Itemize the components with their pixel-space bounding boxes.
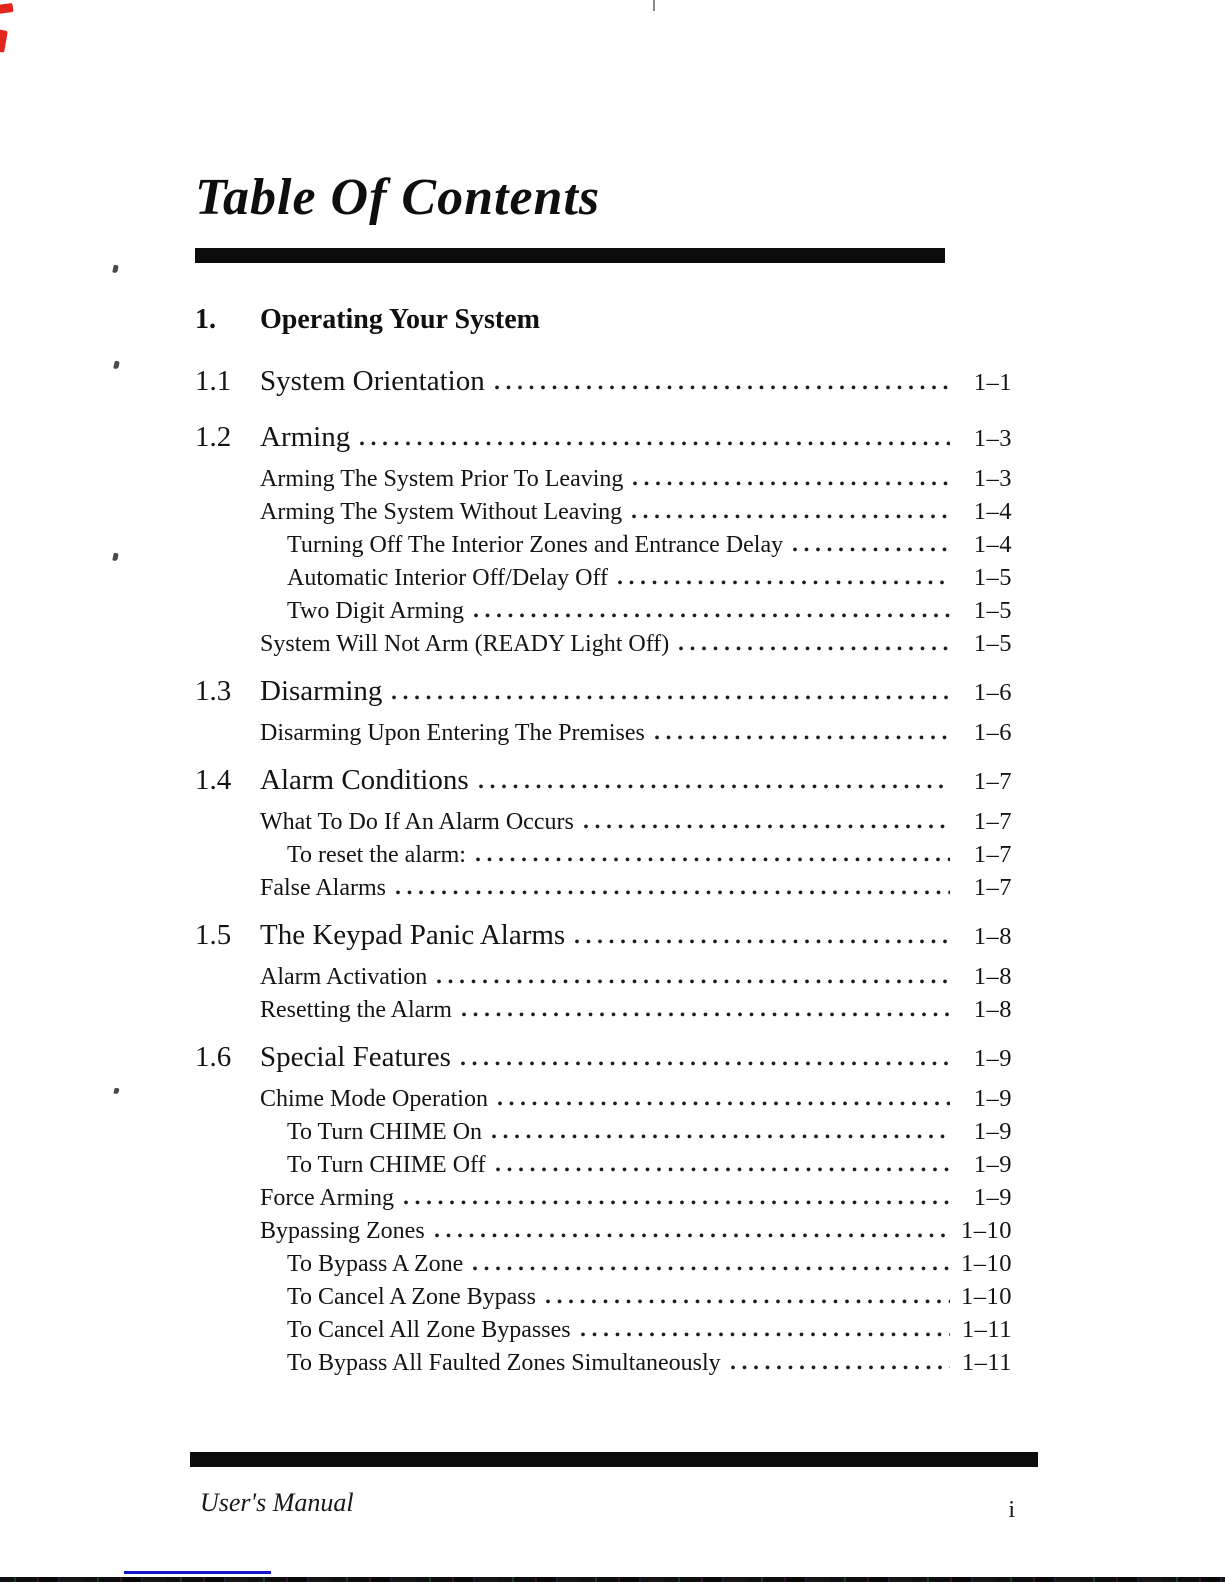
dot-leader — [392, 695, 950, 700]
page-title: Table Of Contents — [195, 169, 601, 226]
toc-entry — [195, 1041, 1012, 1080]
scan-speck — [112, 265, 119, 274]
toc-entry-page: 1–7 — [973, 808, 1012, 835]
dot-leader — [496, 1167, 950, 1172]
toc-entry-page: 1–5 — [973, 630, 1012, 657]
dot-leader — [476, 857, 950, 862]
toc-entry-page: 1–9 — [973, 1085, 1012, 1112]
toc-entry — [195, 1151, 1012, 1184]
toc-entry-label: Disarming — [260, 675, 383, 707]
dot-leader — [360, 441, 950, 446]
toc-entry-page: 1–4 — [973, 531, 1012, 558]
toc-entry-label: Turning Off The Interior Zones and Entrance Delay — [287, 532, 784, 558]
toc-entry — [195, 1184, 1012, 1217]
dot-leader — [632, 514, 950, 519]
toc-entry — [195, 1283, 1012, 1316]
dot-leader — [474, 613, 950, 618]
toc-entry-label: To Turn CHIME On — [287, 1119, 483, 1145]
dot-leader — [793, 547, 950, 552]
chapter-number: 1. — [195, 304, 216, 335]
toc-entry-page: 1–5 — [973, 597, 1012, 624]
toc-entry-page: 1–10 — [961, 1250, 1012, 1277]
toc-entry — [195, 719, 1012, 752]
toc-entry-page: 1–3 — [973, 465, 1012, 492]
toc-entry-page: 1–7 — [973, 841, 1012, 868]
toc-entry-page: 1–1 — [973, 369, 1012, 396]
toc-entry-label: To Cancel A Zone Bypass — [287, 1284, 536, 1310]
title-rule — [195, 248, 945, 263]
dot-leader — [437, 979, 950, 984]
toc-entry-number: 1.3 — [195, 675, 232, 707]
chapter-heading — [195, 303, 1012, 337]
footer-manual-name: User's Manual — [200, 1488, 354, 1517]
toc-entry-number: 1.4 — [195, 764, 232, 796]
toc-entry-label: Alarm Conditions — [260, 764, 469, 796]
dot-leader — [546, 1299, 950, 1304]
toc-entry-label: Disarming Upon Entering The Premises — [260, 720, 645, 746]
toc-entry-label: The Keypad Panic Alarms — [260, 919, 566, 951]
dot-leader — [575, 939, 950, 944]
dot-leader — [461, 1061, 950, 1066]
toc-entry — [195, 498, 1012, 531]
scan-artifact-blue-line — [124, 1571, 271, 1574]
dot-leader — [584, 824, 950, 829]
toc-entry — [195, 1316, 1012, 1349]
toc-entry — [195, 564, 1012, 597]
toc-entry-label: To Cancel All Zone Bypasses — [287, 1317, 571, 1343]
scan-speck — [113, 361, 120, 370]
toc-entry-page: 1–7 — [973, 768, 1012, 795]
dot-leader — [731, 1365, 950, 1370]
toc-entry-page: 1–8 — [973, 996, 1012, 1023]
toc-entry-label: System Will Not Arm (READY Light Off) — [260, 631, 670, 657]
toc-entry-label: To Bypass A Zone — [287, 1251, 464, 1277]
dot-leader — [435, 1233, 950, 1238]
toc-entry-page: 1–10 — [961, 1217, 1012, 1244]
toc-entry-label: Alarm Activation — [260, 964, 428, 990]
toc-entry-label: Bypassing Zones — [260, 1218, 425, 1244]
toc-entry-label: Chime Mode Operation — [260, 1086, 488, 1112]
toc-entry — [195, 365, 1012, 404]
toc-entry-number: 1.5 — [195, 919, 232, 951]
toc-entry-label: To Turn CHIME Off — [287, 1152, 486, 1178]
toc-entry — [195, 1250, 1012, 1283]
toc-entry — [195, 996, 1012, 1029]
footer-rule — [190, 1452, 1038, 1467]
scan-speck — [112, 553, 119, 562]
dot-leader — [462, 1012, 950, 1017]
toc-entry-page: 1–4 — [973, 498, 1012, 525]
toc-entry-label: Arming The System Prior To Leaving — [260, 466, 624, 492]
dot-leader — [633, 481, 950, 486]
toc-entry-page: 1–8 — [973, 923, 1012, 950]
toc-entry-label: To Bypass All Faulted Zones Simultaneously — [287, 1350, 721, 1376]
toc-entry-label: What To Do If An Alarm Occurs — [260, 809, 574, 835]
toc-entry — [195, 465, 1012, 498]
toc-entry — [195, 764, 1012, 803]
toc-entry-label: System Orientation — [260, 365, 485, 397]
toc-entry-number: 1.2 — [195, 421, 232, 453]
toc-entry-page: 1–11 — [961, 1349, 1012, 1376]
toc-entry — [195, 675, 1012, 714]
toc-entry-page: 1–9 — [973, 1118, 1012, 1145]
scan-artifact-red-mark — [0, 3, 14, 14]
toc-entry-label: False Alarms — [260, 875, 386, 901]
toc-entry — [195, 421, 1012, 460]
toc-entry — [195, 841, 1012, 874]
dot-leader — [679, 646, 950, 651]
toc-entry — [195, 531, 1012, 564]
toc-entry — [195, 597, 1012, 630]
toc-entries — [195, 353, 1012, 1382]
toc-entry-label: Force Arming — [260, 1185, 394, 1211]
toc-entry-page: 1–3 — [973, 425, 1012, 452]
toc-entry-page: 1–7 — [973, 874, 1012, 901]
chapter-title: Operating Your System — [260, 304, 540, 335]
toc-entry-label: Resetting the Alarm — [260, 997, 452, 1023]
dot-leader — [396, 890, 950, 895]
toc-entry — [195, 1217, 1012, 1250]
toc-entry-label: Arming — [260, 421, 351, 453]
dot-leader — [479, 784, 950, 789]
toc-entry — [195, 808, 1012, 841]
toc-entry-page: 1–9 — [973, 1045, 1012, 1072]
toc-entry — [195, 630, 1012, 663]
dot-leader — [473, 1266, 950, 1271]
toc-entry-page: 1–8 — [973, 963, 1012, 990]
toc-entry-page: 1–5 — [973, 564, 1012, 591]
toc-entry — [195, 1349, 1012, 1382]
toc-entry-number: 1.6 — [195, 1041, 232, 1073]
dot-leader — [495, 385, 950, 390]
toc-entry-label: Automatic Interior Off/Delay Off — [287, 565, 609, 591]
scan-artifact-bottom-line — [0, 1577, 1225, 1582]
toc-entry — [195, 963, 1012, 996]
toc-entry — [195, 1118, 1012, 1151]
dot-leader — [492, 1134, 950, 1139]
dot-leader — [498, 1101, 950, 1106]
dot-leader — [404, 1200, 950, 1205]
toc-entry-number: 1.1 — [195, 365, 232, 397]
toc-entry-page: 1–11 — [961, 1316, 1012, 1343]
toc-entry-page: 1–9 — [973, 1151, 1012, 1178]
dot-leader — [618, 580, 950, 585]
scan-speck — [113, 1088, 119, 1095]
toc-entry-label: Arming The System Without Leaving — [260, 499, 623, 525]
toc-entry-label: To reset the alarm: — [287, 842, 466, 868]
toc-entry — [195, 874, 1012, 907]
toc-entry-page: 1–9 — [973, 1184, 1012, 1211]
footer-page-number: i — [1008, 1497, 1015, 1523]
toc-entry-page: 1–6 — [973, 679, 1012, 706]
dot-leader — [581, 1332, 950, 1337]
toc-entry-page: 1–6 — [973, 719, 1012, 746]
toc-entry-label: Special Features — [260, 1041, 451, 1073]
toc-entry — [195, 919, 1012, 958]
toc-entry-page: 1–10 — [961, 1283, 1012, 1310]
dot-leader — [655, 735, 950, 740]
toc-entry-label: Two Digit Arming — [287, 598, 464, 624]
scan-artifact-red-mark — [0, 29, 8, 52]
toc-entry — [195, 1085, 1012, 1118]
